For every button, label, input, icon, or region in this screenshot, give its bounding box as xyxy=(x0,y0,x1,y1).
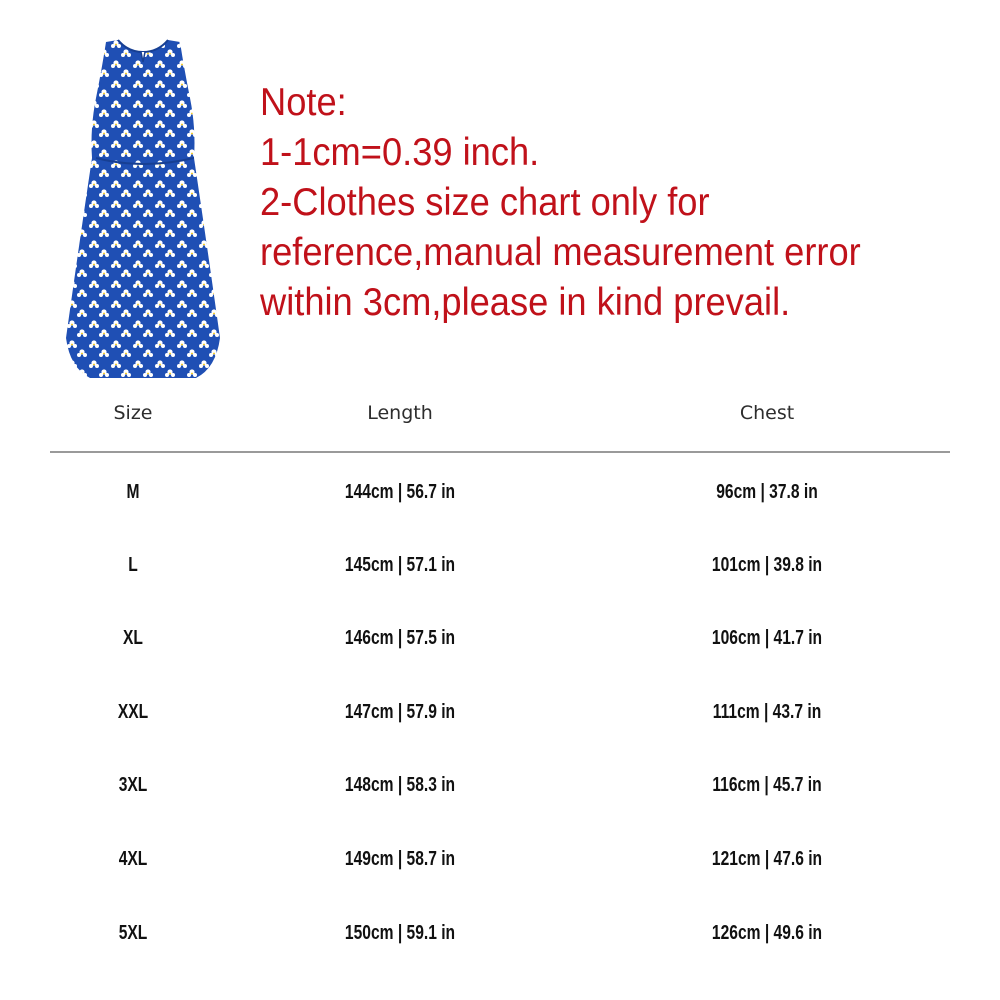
header-size: Size xyxy=(113,402,153,424)
chest-cell: 101cm | 39.8 in xyxy=(711,554,823,576)
size-cell: 3XL xyxy=(118,774,148,796)
table-row xyxy=(0,848,1000,878)
note-line-1: 1-1cm=0.39 inch. xyxy=(260,131,540,174)
note-line-2: 2-Clothes size chart only for xyxy=(260,181,710,224)
size-table-header xyxy=(0,402,1000,432)
chest-cell: 121cm | 47.6 in xyxy=(711,848,823,870)
header-chest: Chest xyxy=(739,402,795,424)
length-cell: 148cm | 58.3 in xyxy=(344,774,456,796)
chest-cell: 96cm | 37.8 in xyxy=(716,481,818,503)
table-row xyxy=(0,774,1000,804)
chest-cell: 106cm | 41.7 in xyxy=(711,627,823,649)
table-row xyxy=(0,627,1000,657)
note-line-4: within 3cm,please in kind prevail. xyxy=(260,281,791,324)
table-row xyxy=(0,701,1000,731)
chest-cell: 116cm | 45.7 in xyxy=(712,774,822,796)
chest-cell: 111cm | 43.7 in xyxy=(712,701,822,723)
table-row xyxy=(0,922,1000,952)
floral-dress-image xyxy=(66,38,220,382)
length-cell: 145cm | 57.1 in xyxy=(344,554,456,576)
note-title: Note: xyxy=(260,81,347,124)
size-cell: 5XL xyxy=(118,922,148,944)
length-cell: 147cm | 57.9 in xyxy=(344,701,456,723)
size-cell: M xyxy=(126,481,140,503)
size-cell: 4XL xyxy=(118,848,148,870)
size-cell: L xyxy=(128,554,138,576)
header-divider xyxy=(50,451,950,453)
length-cell: 146cm | 57.5 in xyxy=(344,627,456,649)
table-row xyxy=(0,554,1000,584)
header-length: Length xyxy=(367,402,433,424)
table-row xyxy=(0,481,1000,511)
size-cell: XL xyxy=(123,627,143,649)
size-note xyxy=(260,78,939,328)
length-cell: 144cm | 56.7 in xyxy=(344,481,456,503)
length-cell: 150cm | 59.1 in xyxy=(344,922,456,944)
length-cell: 149cm | 58.7 in xyxy=(344,848,456,870)
chest-cell: 126cm | 49.6 in xyxy=(711,922,823,944)
size-cell: XXL xyxy=(117,701,149,723)
note-line-3: reference,manual measurement error xyxy=(260,231,861,274)
